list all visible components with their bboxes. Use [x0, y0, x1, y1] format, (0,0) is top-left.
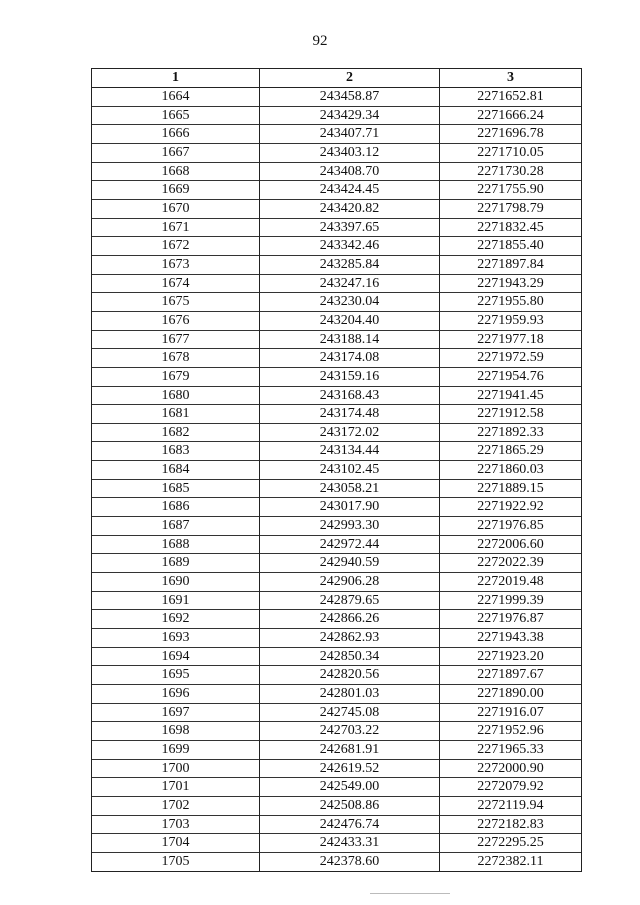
y-coordinate-cell: 2271897.84 [440, 255, 582, 274]
y-coordinate-cell: 2271955.80 [440, 293, 582, 312]
x-coordinate-cell: 243247.16 [260, 274, 440, 293]
point-number-cell: 1694 [92, 647, 260, 666]
y-coordinate-cell: 2272000.90 [440, 759, 582, 778]
table-row [92, 535, 582, 554]
table-row [92, 573, 582, 592]
y-coordinate-cell: 2271652.81 [440, 88, 582, 107]
point-number-cell: 1687 [92, 517, 260, 536]
table-row [92, 591, 582, 610]
table-row [92, 740, 582, 759]
x-coordinate-cell: 243188.14 [260, 330, 440, 349]
x-coordinate-cell: 243172.02 [260, 423, 440, 442]
y-coordinate-cell: 2271943.29 [440, 274, 582, 293]
point-number-cell: 1677 [92, 330, 260, 349]
y-coordinate-cell: 2271923.20 [440, 647, 582, 666]
y-coordinate-cell: 2272006.60 [440, 535, 582, 554]
point-number-cell: 1668 [92, 162, 260, 181]
x-coordinate-cell: 242862.93 [260, 629, 440, 648]
table-row [92, 143, 582, 162]
table-row [92, 852, 582, 871]
table-row [92, 778, 582, 797]
table-row [92, 405, 582, 424]
x-coordinate-cell: 243403.12 [260, 143, 440, 162]
y-coordinate-cell: 2271696.78 [440, 125, 582, 144]
column-header-1: 1 [92, 69, 260, 88]
y-coordinate-cell: 2271832.45 [440, 218, 582, 237]
coordinates-table [91, 68, 582, 872]
x-coordinate-cell: 242972.44 [260, 535, 440, 554]
y-coordinate-cell: 2271977.18 [440, 330, 582, 349]
x-coordinate-cell: 242619.52 [260, 759, 440, 778]
y-coordinate-cell: 2272182.83 [440, 815, 582, 834]
x-coordinate-cell: 242940.59 [260, 554, 440, 573]
table-row [92, 367, 582, 386]
table-row [92, 461, 582, 480]
x-coordinate-cell: 242879.65 [260, 591, 440, 610]
y-coordinate-cell: 2271855.40 [440, 237, 582, 256]
table-row [92, 498, 582, 517]
x-coordinate-cell: 242433.31 [260, 834, 440, 853]
table-row [92, 218, 582, 237]
point-number-cell: 1666 [92, 125, 260, 144]
x-coordinate-cell: 243429.34 [260, 106, 440, 125]
table-row [92, 125, 582, 144]
x-coordinate-cell: 243230.04 [260, 293, 440, 312]
y-coordinate-cell: 2271860.03 [440, 461, 582, 480]
table-row [92, 349, 582, 368]
point-number-cell: 1701 [92, 778, 260, 797]
x-coordinate-cell: 242866.26 [260, 610, 440, 629]
y-coordinate-cell: 2271892.33 [440, 423, 582, 442]
y-coordinate-cell: 2271755.90 [440, 181, 582, 200]
point-number-cell: 1664 [92, 88, 260, 107]
x-coordinate-cell: 242703.22 [260, 722, 440, 741]
x-coordinate-cell: 243342.46 [260, 237, 440, 256]
y-coordinate-cell: 2272079.92 [440, 778, 582, 797]
point-number-cell: 1699 [92, 740, 260, 759]
table-row [92, 666, 582, 685]
point-number-cell: 1682 [92, 423, 260, 442]
point-number-cell: 1691 [92, 591, 260, 610]
y-coordinate-cell: 2271965.33 [440, 740, 582, 759]
x-coordinate-cell: 243408.70 [260, 162, 440, 181]
point-number-cell: 1674 [92, 274, 260, 293]
column-header-2: 2 [260, 69, 440, 88]
table-row [92, 311, 582, 330]
point-number-cell: 1675 [92, 293, 260, 312]
y-coordinate-cell: 2272022.39 [440, 554, 582, 573]
y-coordinate-cell: 2272019.48 [440, 573, 582, 592]
point-number-cell: 1704 [92, 834, 260, 853]
table-row [92, 517, 582, 536]
scan-mark [370, 893, 450, 894]
table-row [92, 610, 582, 629]
y-coordinate-cell: 2271941.45 [440, 386, 582, 405]
table-row [92, 647, 582, 666]
y-coordinate-cell: 2271912.58 [440, 405, 582, 424]
point-number-cell: 1692 [92, 610, 260, 629]
point-number-cell: 1690 [92, 573, 260, 592]
y-coordinate-cell: 2272382.11 [440, 852, 582, 871]
table-row [92, 815, 582, 834]
point-number-cell: 1678 [92, 349, 260, 368]
y-coordinate-cell: 2271710.05 [440, 143, 582, 162]
table-row [92, 181, 582, 200]
point-number-cell: 1688 [92, 535, 260, 554]
table-row [92, 274, 582, 293]
point-number-cell: 1693 [92, 629, 260, 648]
page-number: 92 [312, 33, 328, 49]
x-coordinate-cell: 243420.82 [260, 199, 440, 218]
x-coordinate-cell: 243204.40 [260, 311, 440, 330]
point-number-cell: 1697 [92, 703, 260, 722]
x-coordinate-cell: 242476.74 [260, 815, 440, 834]
table-row [92, 759, 582, 778]
column-header-3: 3 [440, 69, 582, 88]
x-coordinate-cell: 242508.86 [260, 796, 440, 815]
point-number-cell: 1669 [92, 181, 260, 200]
x-coordinate-cell: 242801.03 [260, 685, 440, 704]
x-coordinate-cell: 243102.45 [260, 461, 440, 480]
point-number-cell: 1689 [92, 554, 260, 573]
table-row [92, 423, 582, 442]
y-coordinate-cell: 2271922.92 [440, 498, 582, 517]
y-coordinate-cell: 2271730.28 [440, 162, 582, 181]
table-row [92, 722, 582, 741]
point-number-cell: 1667 [92, 143, 260, 162]
x-coordinate-cell: 242378.60 [260, 852, 440, 871]
point-number-cell: 1684 [92, 461, 260, 480]
table-row [92, 255, 582, 274]
x-coordinate-cell: 243397.65 [260, 218, 440, 237]
y-coordinate-cell: 2271943.38 [440, 629, 582, 648]
point-number-cell: 1671 [92, 218, 260, 237]
x-coordinate-cell: 243424.45 [260, 181, 440, 200]
x-coordinate-cell: 243458.87 [260, 88, 440, 107]
table-row [92, 834, 582, 853]
table-row [92, 703, 582, 722]
y-coordinate-cell: 2271959.93 [440, 311, 582, 330]
table-body [92, 88, 582, 872]
x-coordinate-cell: 242906.28 [260, 573, 440, 592]
y-coordinate-cell: 2272295.25 [440, 834, 582, 853]
x-coordinate-cell: 243168.43 [260, 386, 440, 405]
y-coordinate-cell: 2271976.85 [440, 517, 582, 536]
point-number-cell: 1686 [92, 498, 260, 517]
y-coordinate-cell: 2271952.96 [440, 722, 582, 741]
point-number-cell: 1700 [92, 759, 260, 778]
x-coordinate-cell: 243174.48 [260, 405, 440, 424]
x-coordinate-cell: 243285.84 [260, 255, 440, 274]
table-row [92, 442, 582, 461]
point-number-cell: 1685 [92, 479, 260, 498]
y-coordinate-cell: 2271666.24 [440, 106, 582, 125]
x-coordinate-cell: 243058.21 [260, 479, 440, 498]
y-coordinate-cell: 2271916.07 [440, 703, 582, 722]
table-row [92, 685, 582, 704]
x-coordinate-cell: 243174.08 [260, 349, 440, 368]
table-row [92, 88, 582, 107]
point-number-cell: 1670 [92, 199, 260, 218]
y-coordinate-cell: 2272119.94 [440, 796, 582, 815]
table-row [92, 554, 582, 573]
x-coordinate-cell: 242993.30 [260, 517, 440, 536]
point-number-cell: 1681 [92, 405, 260, 424]
point-number-cell: 1665 [92, 106, 260, 125]
y-coordinate-cell: 2271972.59 [440, 349, 582, 368]
y-coordinate-cell: 2271865.29 [440, 442, 582, 461]
x-coordinate-cell: 242820.56 [260, 666, 440, 685]
point-number-cell: 1676 [92, 311, 260, 330]
y-coordinate-cell: 2271999.39 [440, 591, 582, 610]
y-coordinate-cell: 2271890.00 [440, 685, 582, 704]
x-coordinate-cell: 242549.00 [260, 778, 440, 797]
table-row [92, 386, 582, 405]
x-coordinate-cell: 243407.71 [260, 125, 440, 144]
x-coordinate-cell: 242681.91 [260, 740, 440, 759]
y-coordinate-cell: 2271889.15 [440, 479, 582, 498]
point-number-cell: 1672 [92, 237, 260, 256]
point-number-cell: 1695 [92, 666, 260, 685]
table-header-row [92, 69, 582, 88]
y-coordinate-cell: 2271954.76 [440, 367, 582, 386]
table-row [92, 479, 582, 498]
point-number-cell: 1696 [92, 685, 260, 704]
table-row [92, 162, 582, 181]
point-number-cell: 1679 [92, 367, 260, 386]
table-row [92, 796, 582, 815]
y-coordinate-cell: 2271897.67 [440, 666, 582, 685]
table-row [92, 106, 582, 125]
table-row [92, 629, 582, 648]
point-number-cell: 1705 [92, 852, 260, 871]
point-number-cell: 1673 [92, 255, 260, 274]
table-row [92, 199, 582, 218]
table-row [92, 293, 582, 312]
table-row [92, 330, 582, 349]
point-number-cell: 1680 [92, 386, 260, 405]
point-number-cell: 1698 [92, 722, 260, 741]
x-coordinate-cell: 243159.16 [260, 367, 440, 386]
x-coordinate-cell: 242850.34 [260, 647, 440, 666]
point-number-cell: 1703 [92, 815, 260, 834]
table-row [92, 237, 582, 256]
x-coordinate-cell: 242745.08 [260, 703, 440, 722]
x-coordinate-cell: 243134.44 [260, 442, 440, 461]
y-coordinate-cell: 2271976.87 [440, 610, 582, 629]
y-coordinate-cell: 2271798.79 [440, 199, 582, 218]
x-coordinate-cell: 243017.90 [260, 498, 440, 517]
point-number-cell: 1702 [92, 796, 260, 815]
point-number-cell: 1683 [92, 442, 260, 461]
